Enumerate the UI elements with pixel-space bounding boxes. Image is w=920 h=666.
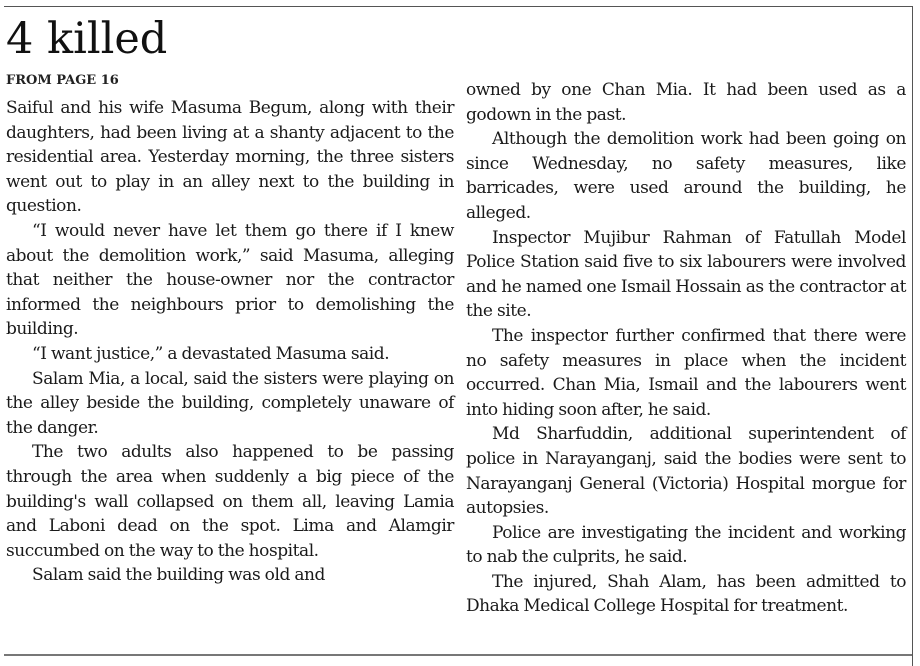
paragraph: Salam Mia, a local, said the sisters were playing on the alley beside the building, completely unaware of the danger. — [6, 368, 454, 438]
right-rule — [912, 6, 913, 666]
paragraph: “I want justice,” a devastated Masuma said. — [32, 343, 390, 364]
paragraph: The two adults also happened to be passing through the area when suddenly a big piece of the building's wall collapsed on them all, leaving Lamia and Laboni dead on the spot. Lima and Alamgir succumbed on the way to the hospital. — [6, 442, 454, 561]
dateline: FROM PAGE 16 — [6, 73, 119, 88]
paragraph: Although the demolition work had been going on since Wednesday, no safety measures, like barricades, were used around the building, he alleged. — [466, 129, 906, 223]
paragraph: Md Sharfuddin, additional superintendent of police in Narayanganj, said the bodies were sent to Narayanganj General (Victoria) Hospital morgue for autopsies. — [466, 424, 906, 519]
paragraph: The injured, Shah Alam, has been admitted to Dhaka Medical College Hospital for treatment. — [466, 571, 906, 617]
paragraph: Saiful and his wife Masuma Begum, along with their daughters, had been living at a shanty adjacent to the residential area. Yesterday morning, the three sisters went out to play in an alley next to the building in question. — [6, 98, 454, 217]
paragraph: Police are investigating the incident and working to nab the culprits, he said. — [466, 522, 906, 568]
right-column — [466, 78, 906, 619]
paragraph: owned by one Chan Mia. It had been used as a godown in the past. — [466, 80, 906, 125]
headline: 4 killed — [6, 14, 168, 64]
paragraph: “I would never have let them go there if I knew about the demolition work,” said Masuma, alleging that neither the house-owner nor the contractor informed the neighbours prior to demolishing the building. — [6, 220, 454, 340]
paragraph: Inspector Mujibur Rahman of Fatullah Model Police Station said five to six labourers were involved and he named one Ismail Hossain as the contractor at the site. — [466, 227, 906, 322]
paragraph: Salam said the building was old and — [32, 565, 325, 586]
top-rule — [4, 6, 912, 7]
left-column — [6, 96, 454, 588]
paragraph: The inspector further confirmed that there were no safety measures in place when the incident occurred. Chan Mia, Ismail and the labourers went into hiding soon after, he said. — [466, 325, 906, 420]
bottom-rule — [4, 654, 912, 656]
